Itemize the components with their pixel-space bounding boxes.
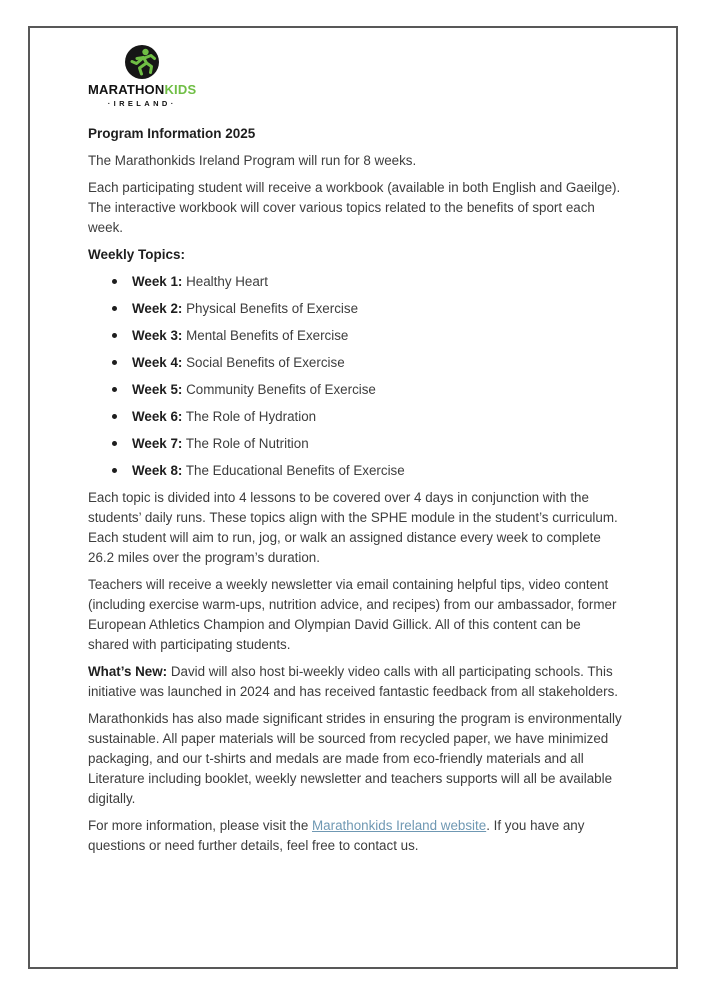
bullet-icon bbox=[112, 468, 117, 473]
lessons-paragraph: Each topic is divided into 4 lessons to be covered over 4 days in conjunction with the students’ daily runs. These topics align with the SPHE module in the student’s curriculum. Each student will aim to run, jog, or walk an assigned distance every week to complete 26.2 miles over the program’s duration. bbox=[88, 490, 618, 565]
bullet-icon bbox=[112, 333, 117, 338]
marathonkids-logo bbox=[88, 44, 196, 108]
topic-label: Week 3: bbox=[132, 328, 183, 343]
topic-item bbox=[112, 407, 622, 427]
topic-item bbox=[112, 461, 622, 481]
runner-badge-icon bbox=[124, 44, 160, 80]
workbook-paragraph: Each participating student will receive a workbook (available in both English and Gaeilge). The interactive workbook will cover various topics related to the benefits of sport each week. bbox=[88, 180, 621, 235]
brand-name-accent: KIDS bbox=[164, 82, 197, 97]
whats-new-label: What’s New: bbox=[88, 664, 168, 679]
more-info-after: . If you have any questions or need further details, feel free to contact us. bbox=[88, 818, 585, 853]
topic-item bbox=[112, 326, 622, 346]
intro-paragraph: The Marathonkids Ireland Program will run for 8 weeks. bbox=[88, 153, 417, 168]
bullet-icon bbox=[112, 360, 117, 365]
bullet-icon bbox=[112, 387, 117, 392]
topic-label: Week 4: bbox=[132, 355, 183, 370]
website-link[interactable]: Marathonkids Ireland website bbox=[312, 818, 487, 833]
page-content bbox=[30, 28, 676, 856]
topic-text: Mental Benefits of Exercise bbox=[186, 328, 349, 343]
topic-text: Social Benefits of Exercise bbox=[186, 355, 345, 370]
bullet-icon bbox=[112, 279, 117, 284]
topic-text: The Educational Benefits of Exercise bbox=[185, 463, 405, 478]
topic-item bbox=[112, 380, 622, 400]
brand-name: MARATHON bbox=[88, 82, 165, 97]
topic-text: Community Benefits of Exercise bbox=[186, 382, 376, 397]
topic-label: Week 7: bbox=[132, 436, 183, 451]
bullet-icon bbox=[112, 441, 117, 446]
whats-new-paragraph bbox=[88, 662, 622, 702]
topic-label: Week 2: bbox=[132, 301, 183, 316]
topic-text: Healthy Heart bbox=[186, 274, 268, 289]
topic-item bbox=[112, 299, 622, 319]
brand-country: ·IRELAND· bbox=[107, 99, 177, 108]
newsletter-paragraph: Teachers will receive a weekly newsletter via email containing helpful tips, video content (including exercise warm-ups, nutrition advice, and recipes) from our ambassador, former European Athletics Champion and Olympian David Gillick. All of this content can be shared with participating students. bbox=[88, 577, 617, 652]
more-info-paragraph bbox=[88, 816, 622, 856]
brand-wordmark bbox=[88, 83, 196, 96]
whats-new-text: David will also host bi-weekly video calls with all participating schools. This initiative was launched in 2024 and has received fantastic feedback from all stakeholders. bbox=[88, 664, 618, 699]
page-frame bbox=[28, 26, 678, 969]
weekly-topics-heading: Weekly Topics: bbox=[88, 247, 186, 262]
topic-label: Week 5: bbox=[132, 382, 183, 397]
topic-item bbox=[112, 353, 622, 373]
more-info-before: For more information, please visit the bbox=[88, 818, 313, 833]
topic-label: Week 6: bbox=[132, 409, 183, 424]
page-title: Program Information 2025 bbox=[88, 126, 256, 141]
topic-label: Week 1: bbox=[132, 274, 183, 289]
topic-text: The Role of Hydration bbox=[185, 409, 317, 424]
weekly-topics-list bbox=[88, 272, 622, 481]
topic-item bbox=[112, 272, 622, 292]
bullet-icon bbox=[112, 306, 117, 311]
sustainability-paragraph: Marathonkids has also made significant strides in ensuring the program is environmentally sustainable. All paper materials will be sourced from recycled paper, we have minimized packaging, and our t-shirts and medals are made from eco-friendly materials and all Literature including booklet, weekly newsletter and teachers supports will all be available digitally. bbox=[88, 711, 622, 806]
topic-item bbox=[112, 434, 622, 454]
bullet-icon bbox=[112, 414, 117, 419]
topic-label: Week 8: bbox=[132, 463, 183, 478]
topic-text: Physical Benefits of Exercise bbox=[186, 301, 359, 316]
topic-text: The Role of Nutrition bbox=[185, 436, 309, 451]
